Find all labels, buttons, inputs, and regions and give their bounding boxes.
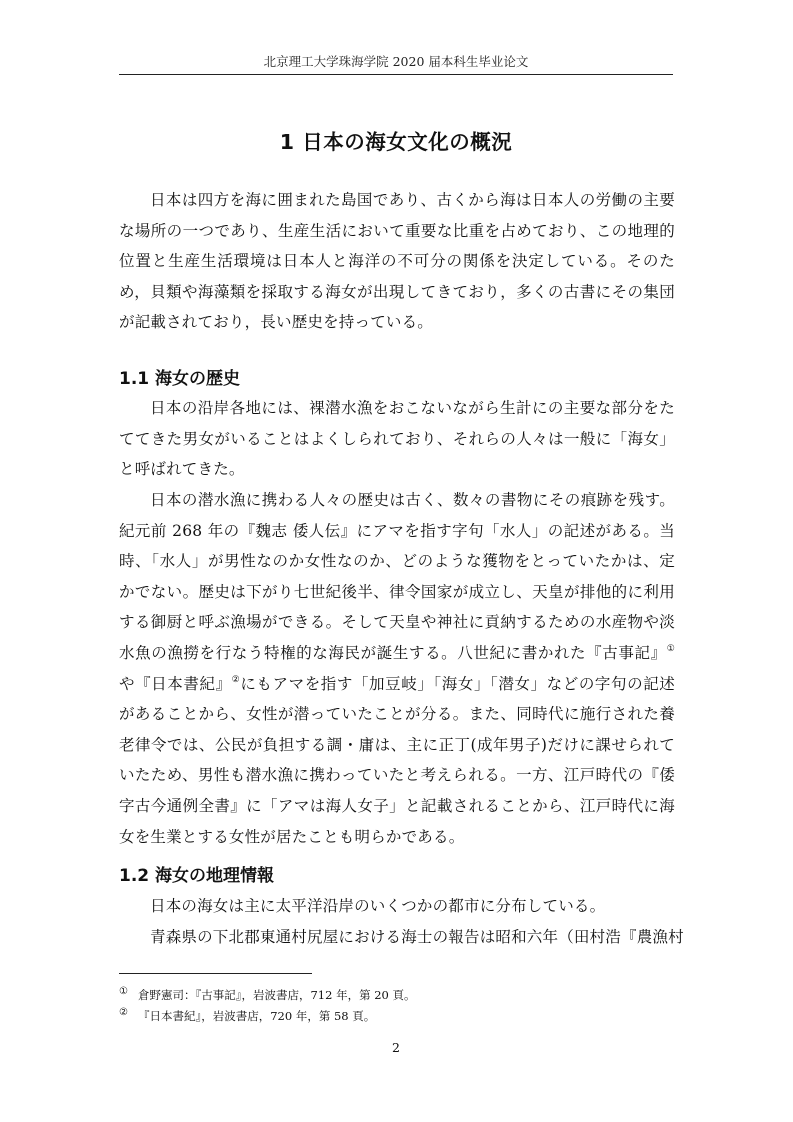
footnote-text-2: 『日本書紀』，岩波書店，720 年，第 58 頁。 xyxy=(137,1009,376,1023)
history-paragraph-2 xyxy=(119,485,675,852)
history-paragraph-2-part-a: 日本の潜水漁に携わる人々の歴史は古く、数々の書物にその痕跡を残す。紀元前 268 年の『魏志 倭人伝』にアマを指す字句「水人」の記述がある。当時、「水人」が男性なのか女性なのか、どのような獲物をとっていたかは、定かでない。歴史は下がり七世紀後半、律令国家が成立し、天皇が排他的に利用する御厨と呼ぶ漁場ができる。そして天皇や神社に貢納するための水産物や淡水魚の漁撈を行なう特権的な海民が誕生する。八世紀に書かれた『古事記』 xyxy=(119,491,675,662)
section-heading-history: 1.1 海女の歴史 xyxy=(119,369,241,389)
footnote-divider xyxy=(119,973,312,974)
footnote-1 xyxy=(119,987,675,1003)
geography-paragraph-2: 青森県の下北郡東通村尻屋における海士の報告は昭和六年（田村浩『農漁村 xyxy=(150,928,684,946)
footnote-2 xyxy=(119,1008,675,1024)
history-paragraph-2-part-c: にもアマを指す「加豆岐」「海女」「潜女」などの字句の記述があることから、女性が潜っていたことが分る。また、同時代に施行された養老律令では、公民が負担する調・庸は、主に正丁(成年男子)だけに課せられていたため、男性も潜水漁に携わっていたと考えられる。一方、江戸時代の『倭字古今通例全書』に「アマは海人女子」と記載されることから、江戸時代に海女を生業とする女性が居たことも明らかである。 xyxy=(119,674,676,846)
history-paragraph-1: 日本の沿岸各地には、裸潜水漁をおこないながら生計にの主要な部分をたててきた男女がいることはよくしられており、それらの人々は一般に「海女」と呼ばれてきた。 xyxy=(119,399,675,479)
geography-paragraph-1: 日本の海女は主に太平洋沿岸のいくつかの都市に分布している。 xyxy=(150,897,606,915)
page-number: 2 xyxy=(392,1040,400,1055)
intro-paragraph: 日本は四方を海に囲まれた島国であり、古くから海は日本人の労働の主要な場所の一つであり、生産生活において重要な比重を占めており、この地理的位置と生産生活環境は日本人と海洋の不可分の関係を決定している。そのため，貝類や海藻類を採取する海女が出現してきており，多くの古書にその集団が記載されており，長い歴史を持っている。 xyxy=(119,191,675,332)
footnote-text-1: 倉野憲司：『古事記』，岩波書店，712 年，第 20 頁。 xyxy=(137,988,416,1002)
section-heading-geography: 1.2 海女の地理情報 xyxy=(119,866,275,886)
footnote-mark-1: ① xyxy=(119,986,128,997)
chapter-title: 1 日本の海女文化の概況 xyxy=(279,130,513,154)
footnote-mark-2: ② xyxy=(119,1007,128,1018)
footnote-ref-1: ① xyxy=(666,643,675,654)
history-paragraph-2-part-b: や『日本書紀』 xyxy=(119,674,232,693)
running-header: 北京理工大学珠海学院 2020 届本科生毕业论文 xyxy=(119,52,673,75)
footnote-ref-2: ② xyxy=(231,674,241,685)
